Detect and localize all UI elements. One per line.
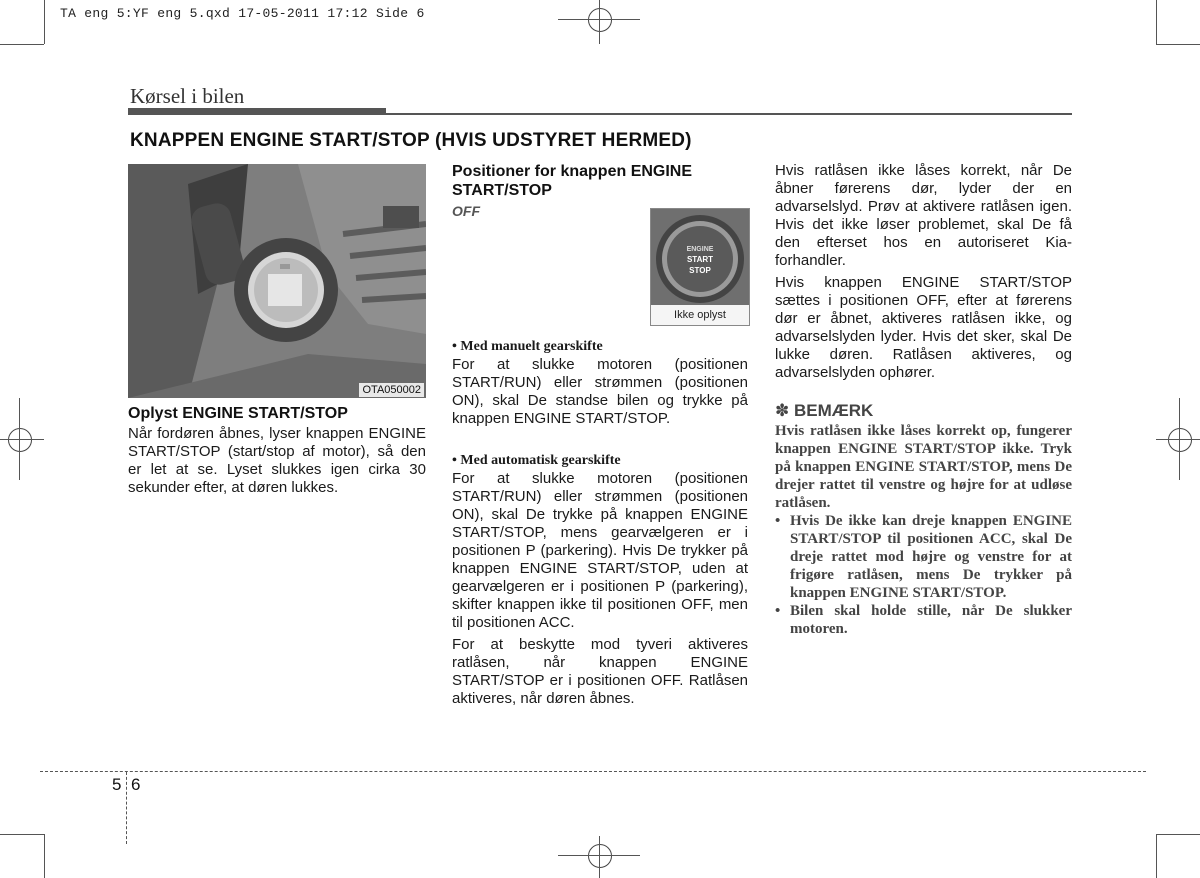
footer-dashed-rule [40,771,1146,772]
button-photo [651,209,749,305]
note-heading: ✽ BEMÆRK [775,401,874,420]
illuminated-body: Når fordøren åbnes, lyser knappen ENGINE START/STOP (start/stop af motor), så den er let at se. Lyset slukkes igen cirka 30 sekunder efter, at døren lukkes. [128,425,426,496]
button-text-start: START [686,255,714,264]
start-stop-button-graphic [651,209,749,305]
thumbnail-caption: Ikke oplyst [674,309,726,321]
column-1-text [128,404,426,497]
column-3-text [775,162,1072,638]
note-bullets [775,512,1072,638]
manual-gear-body: For at slukke motoren (positionen START/RUN) eller strømmen (positionen ON), skal De standse bilen og trykke på knappen ENGINE START/STOP. [452,356,748,427]
section-rule [386,113,1072,115]
section-bar [128,108,386,115]
steering-lock-para-1: Hvis ratlåsen ikke låses korrekt, når De åbner førerens dør, lyder der en advarselslyd. Prøv at aktivere ratlåsen igen. Hvis det ikke løser problemet, skal De få den efterset hos en autoriseret Kia-forhandler. [775,162,1072,269]
photo-code-label: OTA050002 [359,383,424,397]
chapter-number: 5 [112,775,122,794]
off-label: OFF [452,203,480,219]
main-heading: KNAPPEN ENGINE START/STOP (HVIS UDSTYRET HERMED) [130,130,692,151]
button-text-stop: STOP [689,266,711,275]
auto-gear-heading: • Med automatisk gearskifte [452,453,621,468]
manual-gear-heading: • Med manuelt gearskifte [452,339,603,354]
note-bullet-1: • Hvis De ikke kan dreje knappen ENGINE START/STOP til positionen ACC, skal De dreje rattet mod højre og venstre for at frigøre ratlåsen, mens De trykker på knappen ENGINE START/STOP. [775,512,1072,602]
illuminated-heading: Oplyst ENGINE START/STOP [128,405,348,422]
theft-body: For at beskytte mod tyveri aktiveres ratlåsen, når knappen ENGINE START/STOP er i positionen OFF. Ratlåsen aktiveres, når døren åbnes. [452,636,748,707]
dashboard-photo [128,164,426,398]
button-thumbnail [650,208,750,326]
dashboard-illustration [128,164,426,398]
column-2-text [452,338,748,708]
note-body: Hvis ratlåsen ikke låses korrekt op, fungerer knappen ENGINE START/STOP ikke. Tryk på knappen ENGINE START/STOP, mens De drejer rattet til venstre og højre for at udløse ratlåsen. [775,423,1072,511]
button-text-engine: ENGINE [686,246,714,253]
note-bullet-2: • Bilen skal holde stille, når De slukker motoren. [775,602,1072,638]
positions-heading: Positioner for knappen ENGINE START/STOP [452,163,693,199]
steering-lock-para-2: Hvis knappen ENGINE START/STOP sættes i positionen OFF, efter at førerens dør er åbnet, aktiveres ratlåsen ikke, og advarselslyden lyder. Hvis det sker, skal De lukke døren. Ratlåsen aktiveres, og advarselslyden ophører. [775,274,1072,381]
print-slug: TA eng 5:YF eng 5.qxd 17-05-2011 17:12 Side 6 [60,6,425,21]
page-number: 6 [131,775,141,794]
section-title: Kørsel i bilen [130,84,245,108]
footer-dashed-divider [126,772,127,844]
auto-gear-body: For at slukke motoren (positionen START/RUN) eller strømmen (positionen ON), skal De trykke på knappen ENGINE START/STOP, mens gearvælgeren er i positionen P (parkering). Hvis De trykker på knappen ENGINE START/STOP, uden at gearvælgeren er i positionen P (parkering), skifter knappen ikke til positionen OFF, men til positionen ACC. [452,470,748,631]
